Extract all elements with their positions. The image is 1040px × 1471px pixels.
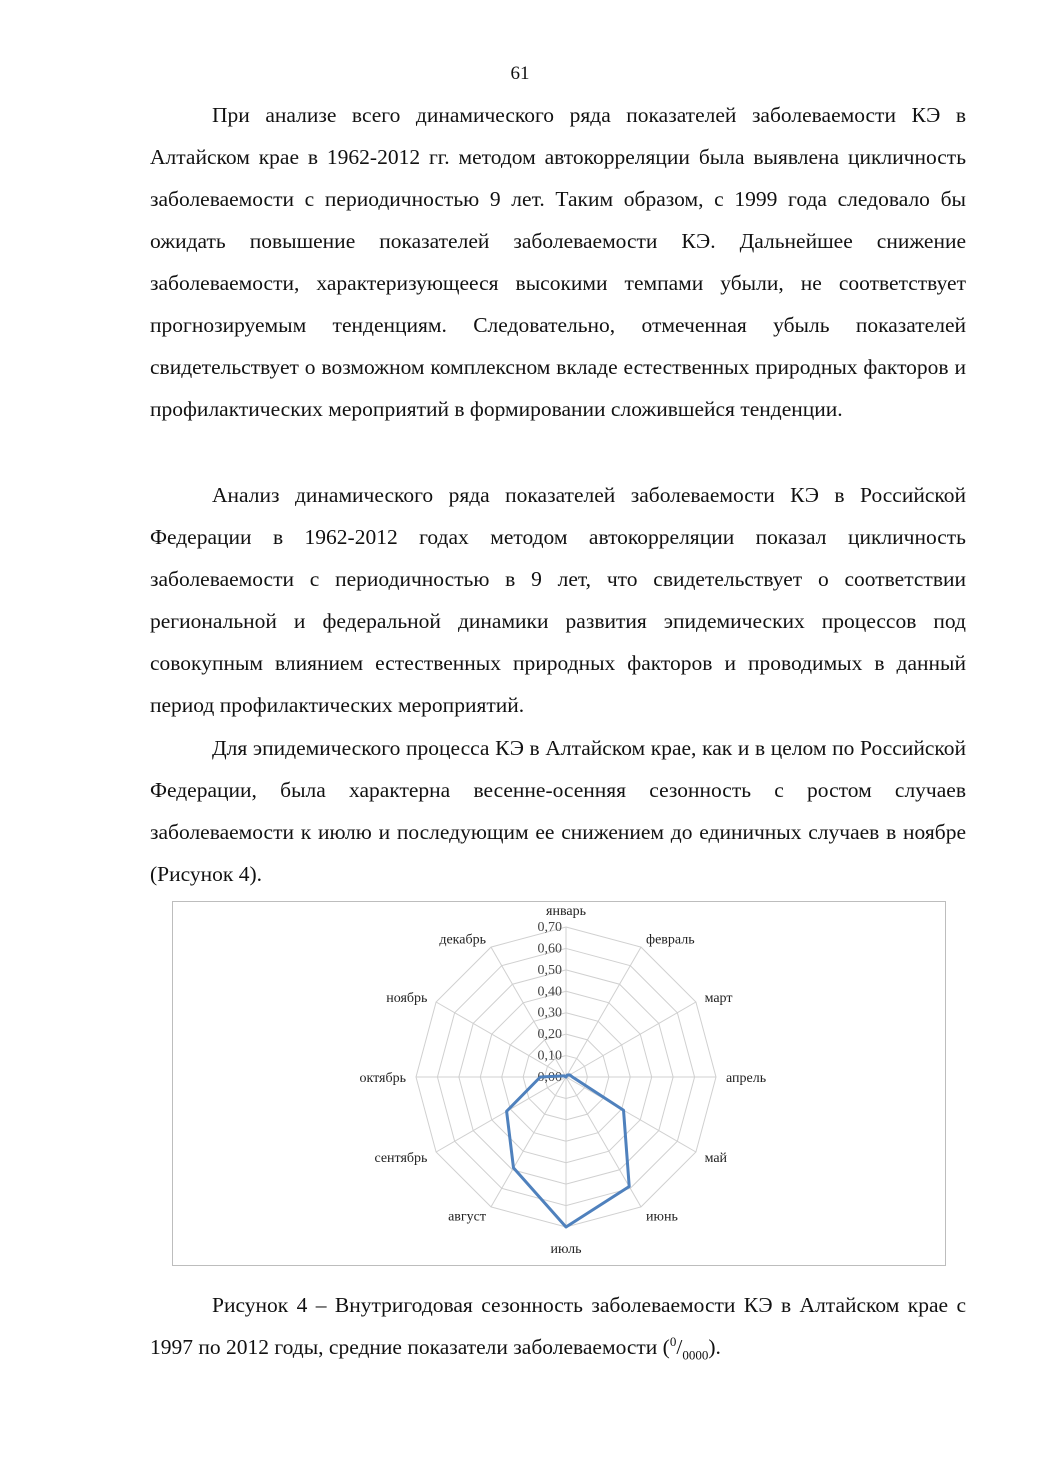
caption-text: Рисунок 4 – Внутригодовая сезонность заболеваемости КЭ в Алтайском крае с 1997 по 2012 годы, средние показатели заболеваемости ( xyxy=(150,1293,966,1359)
paragraph: Для эпидемического процесса КЭ в Алтайском крае, как и в целом по Российской Федерации, была характерна весенне-осенняя сезонность с ростом случаев заболеваемости к июлю и последующим ее снижением до единичных случаев в ноябре (Рисунок 4). xyxy=(150,736,966,886)
category-label: апрель xyxy=(726,1071,767,1086)
tick-label: 0,60 xyxy=(537,941,562,957)
tick-label: 0,70 xyxy=(537,920,562,935)
category-label: декабрь xyxy=(439,932,486,948)
category-label: июль xyxy=(550,1242,582,1257)
paragraph: Анализ динамического ряда показателей заболеваемости КЭ в Российской Федерации в 1962-2012 годах методом автокорреляции показал цикличность заболеваемости с периодичностью в 9 лет, что свидетельствует о соответствии региональной и федеральной динамики развития эпидемических процессов под совокупным влиянием естественных природных факторов и проводимых в данный период профилактических мероприятий. xyxy=(150,483,966,717)
category-label: август xyxy=(448,1209,486,1225)
body-text-paragraph-1 xyxy=(150,94,966,430)
tick-label: 0,50 xyxy=(537,962,562,978)
tick-label: 0,00 xyxy=(537,1070,562,1085)
category-label: январь xyxy=(546,904,586,919)
category-label: март xyxy=(704,991,733,1006)
caption-slash: / xyxy=(676,1335,683,1359)
page-number: 61 xyxy=(510,63,530,84)
caption-close: ). xyxy=(708,1335,721,1359)
caption-superscript: 0 xyxy=(669,1333,677,1349)
tick-label: 0,10 xyxy=(537,1048,562,1064)
body-text-paragraph-3 xyxy=(150,727,966,895)
figure-caption xyxy=(150,1284,966,1368)
category-label: май xyxy=(704,1151,728,1166)
category-label: июнь xyxy=(646,1209,678,1225)
tick-label: 0,20 xyxy=(537,1027,562,1043)
tick-label: 0,30 xyxy=(537,1005,562,1021)
paragraph: При анализе всего динамического ряда показателей заболеваемости КЭ в Алтайском крае в 1962-2012 гг. методом автокорреляции была выявлена цикличность заболеваемости с периодичностью 9 лет. Таким образом, с 1999 года следовало бы ожидать повышение показателей заболеваемости КЭ. Дальнейшее снижение заболеваемости, характеризующееся высокими темпами убыли, не соответствует прогнозируемым тенденциям. Следовательно, отмеченная убыль показателей свидетельствует о возможном комплексном вкладе естественных природных факторов и профилактических мероприятий в формировании сложившейся тенденции. xyxy=(150,103,966,421)
category-label: октябрь xyxy=(359,1071,406,1086)
category-label: сентябрь xyxy=(374,1151,428,1166)
category-label: ноябрь xyxy=(386,991,428,1006)
figure-4-radar-chart xyxy=(172,901,946,1266)
radar-chart-svg xyxy=(173,902,945,1265)
caption-paragraph xyxy=(150,1284,966,1368)
caption-subscript: 0000 xyxy=(682,1347,709,1363)
body-text-paragraph-2 xyxy=(150,474,966,726)
tick-label: 0,40 xyxy=(537,984,562,1000)
category-label: февраль xyxy=(646,932,695,948)
